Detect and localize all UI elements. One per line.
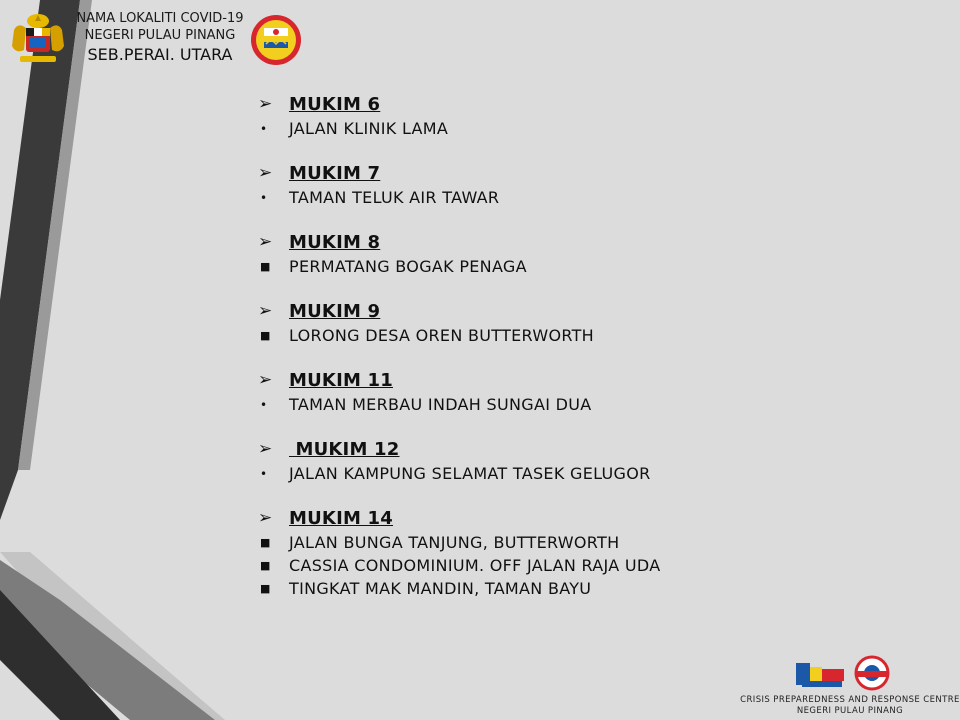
footer-line1: CRISIS PREPAREDNESS AND RESPONSE CENTRE xyxy=(740,695,960,705)
header-title-line1: NAMA LOKALITI COVID-19 xyxy=(76,11,244,26)
locality-item xyxy=(258,462,818,485)
square-bullet-icon: ■ xyxy=(260,260,271,273)
left-stripe-dark xyxy=(0,0,80,520)
locality-name: JALAN KAMPUNG SELAMAT TASEK GELUGOR xyxy=(289,464,651,483)
footer-line2: NEGERI PULAU PINANG xyxy=(796,706,904,716)
round-bullet-icon: • xyxy=(260,397,268,412)
mukim-title: MUKIM 12 xyxy=(289,438,400,460)
mukim-heading xyxy=(258,367,818,393)
mukim-title: MUKIM 9 xyxy=(289,300,381,322)
arrow-bullet-icon: ➢ xyxy=(258,232,273,252)
round-bullet-icon: • xyxy=(260,190,268,205)
locality-item xyxy=(258,531,818,554)
mukim-heading xyxy=(258,436,818,462)
locality-item xyxy=(258,117,818,140)
mukim-title: MUKIM 8 xyxy=(289,231,381,253)
locality-name: LORONG DESA OREN BUTTERWORTH xyxy=(289,326,594,345)
header xyxy=(70,10,250,65)
locality-item xyxy=(258,186,818,209)
mukim-title: MUKIM 6 xyxy=(289,93,381,115)
header-district: SEB.PERAI. UTARA xyxy=(87,45,233,64)
penang-seal-logo xyxy=(250,14,302,66)
locality-item xyxy=(258,324,818,347)
arrow-bullet-icon: ➢ xyxy=(258,163,273,183)
locality-name: TAMAN MERBAU INDAH SUNGAI DUA xyxy=(289,395,592,414)
mukim-heading xyxy=(258,505,818,531)
response-centre-logo-icon xyxy=(856,657,888,689)
arrow-bullet-icon: ➢ xyxy=(258,508,273,528)
mukim-title: MUKIM 11 xyxy=(289,369,394,391)
mukim-title: MUKIM 7 xyxy=(289,162,381,184)
round-bullet-icon: • xyxy=(260,121,268,136)
mukim-heading xyxy=(258,298,818,324)
locality-name: JALAN BUNGA TANJUNG, BUTTERWORTH xyxy=(289,533,620,552)
mukim-group xyxy=(258,160,818,209)
mukim-title: MUKIM 14 xyxy=(289,507,394,529)
locality-name: JALAN KLINIK LAMA xyxy=(289,119,449,138)
locality-name: PERMATANG BOGAK PENAGA xyxy=(289,257,527,276)
locality-name: CASSIA CONDOMINIUM. OFF JALAN RAJA UDA xyxy=(289,556,661,575)
mukim-group xyxy=(258,436,818,485)
mukim-list xyxy=(258,91,818,620)
mukim-heading xyxy=(258,91,818,117)
mukim-heading xyxy=(258,229,818,255)
locality-name: TAMAN TELUK AIR TAWAR xyxy=(289,188,500,207)
square-bullet-icon: ■ xyxy=(260,329,271,342)
square-bullet-icon: ■ xyxy=(260,536,271,549)
mukim-group xyxy=(258,298,818,347)
square-bullet-icon: ■ xyxy=(260,559,271,572)
square-bullet-icon: ■ xyxy=(260,582,271,595)
arrow-bullet-icon: ➢ xyxy=(258,94,273,114)
locality-name: TINGKAT MAK MANDIN, TAMAN BAYU xyxy=(289,579,592,598)
mukim-group xyxy=(258,367,818,416)
footer xyxy=(740,695,960,717)
mukim-group xyxy=(258,229,818,278)
mukim-group xyxy=(258,505,818,600)
arrow-bullet-icon: ➢ xyxy=(258,370,273,390)
mukim-heading xyxy=(258,160,818,186)
locality-item xyxy=(258,393,818,416)
cprc-logo-icon xyxy=(796,663,844,687)
coat-of-arms-logo xyxy=(6,12,70,68)
locality-item xyxy=(258,255,818,278)
arrow-bullet-icon: ➢ xyxy=(258,439,273,459)
locality-item xyxy=(258,577,818,600)
round-bullet-icon: • xyxy=(260,466,268,481)
mukim-group xyxy=(258,91,818,140)
header-title-line2: NEGERI PULAU PINANG xyxy=(84,28,236,43)
locality-item xyxy=(258,554,818,577)
arrow-bullet-icon: ➢ xyxy=(258,301,273,321)
footer-logos xyxy=(796,655,896,695)
